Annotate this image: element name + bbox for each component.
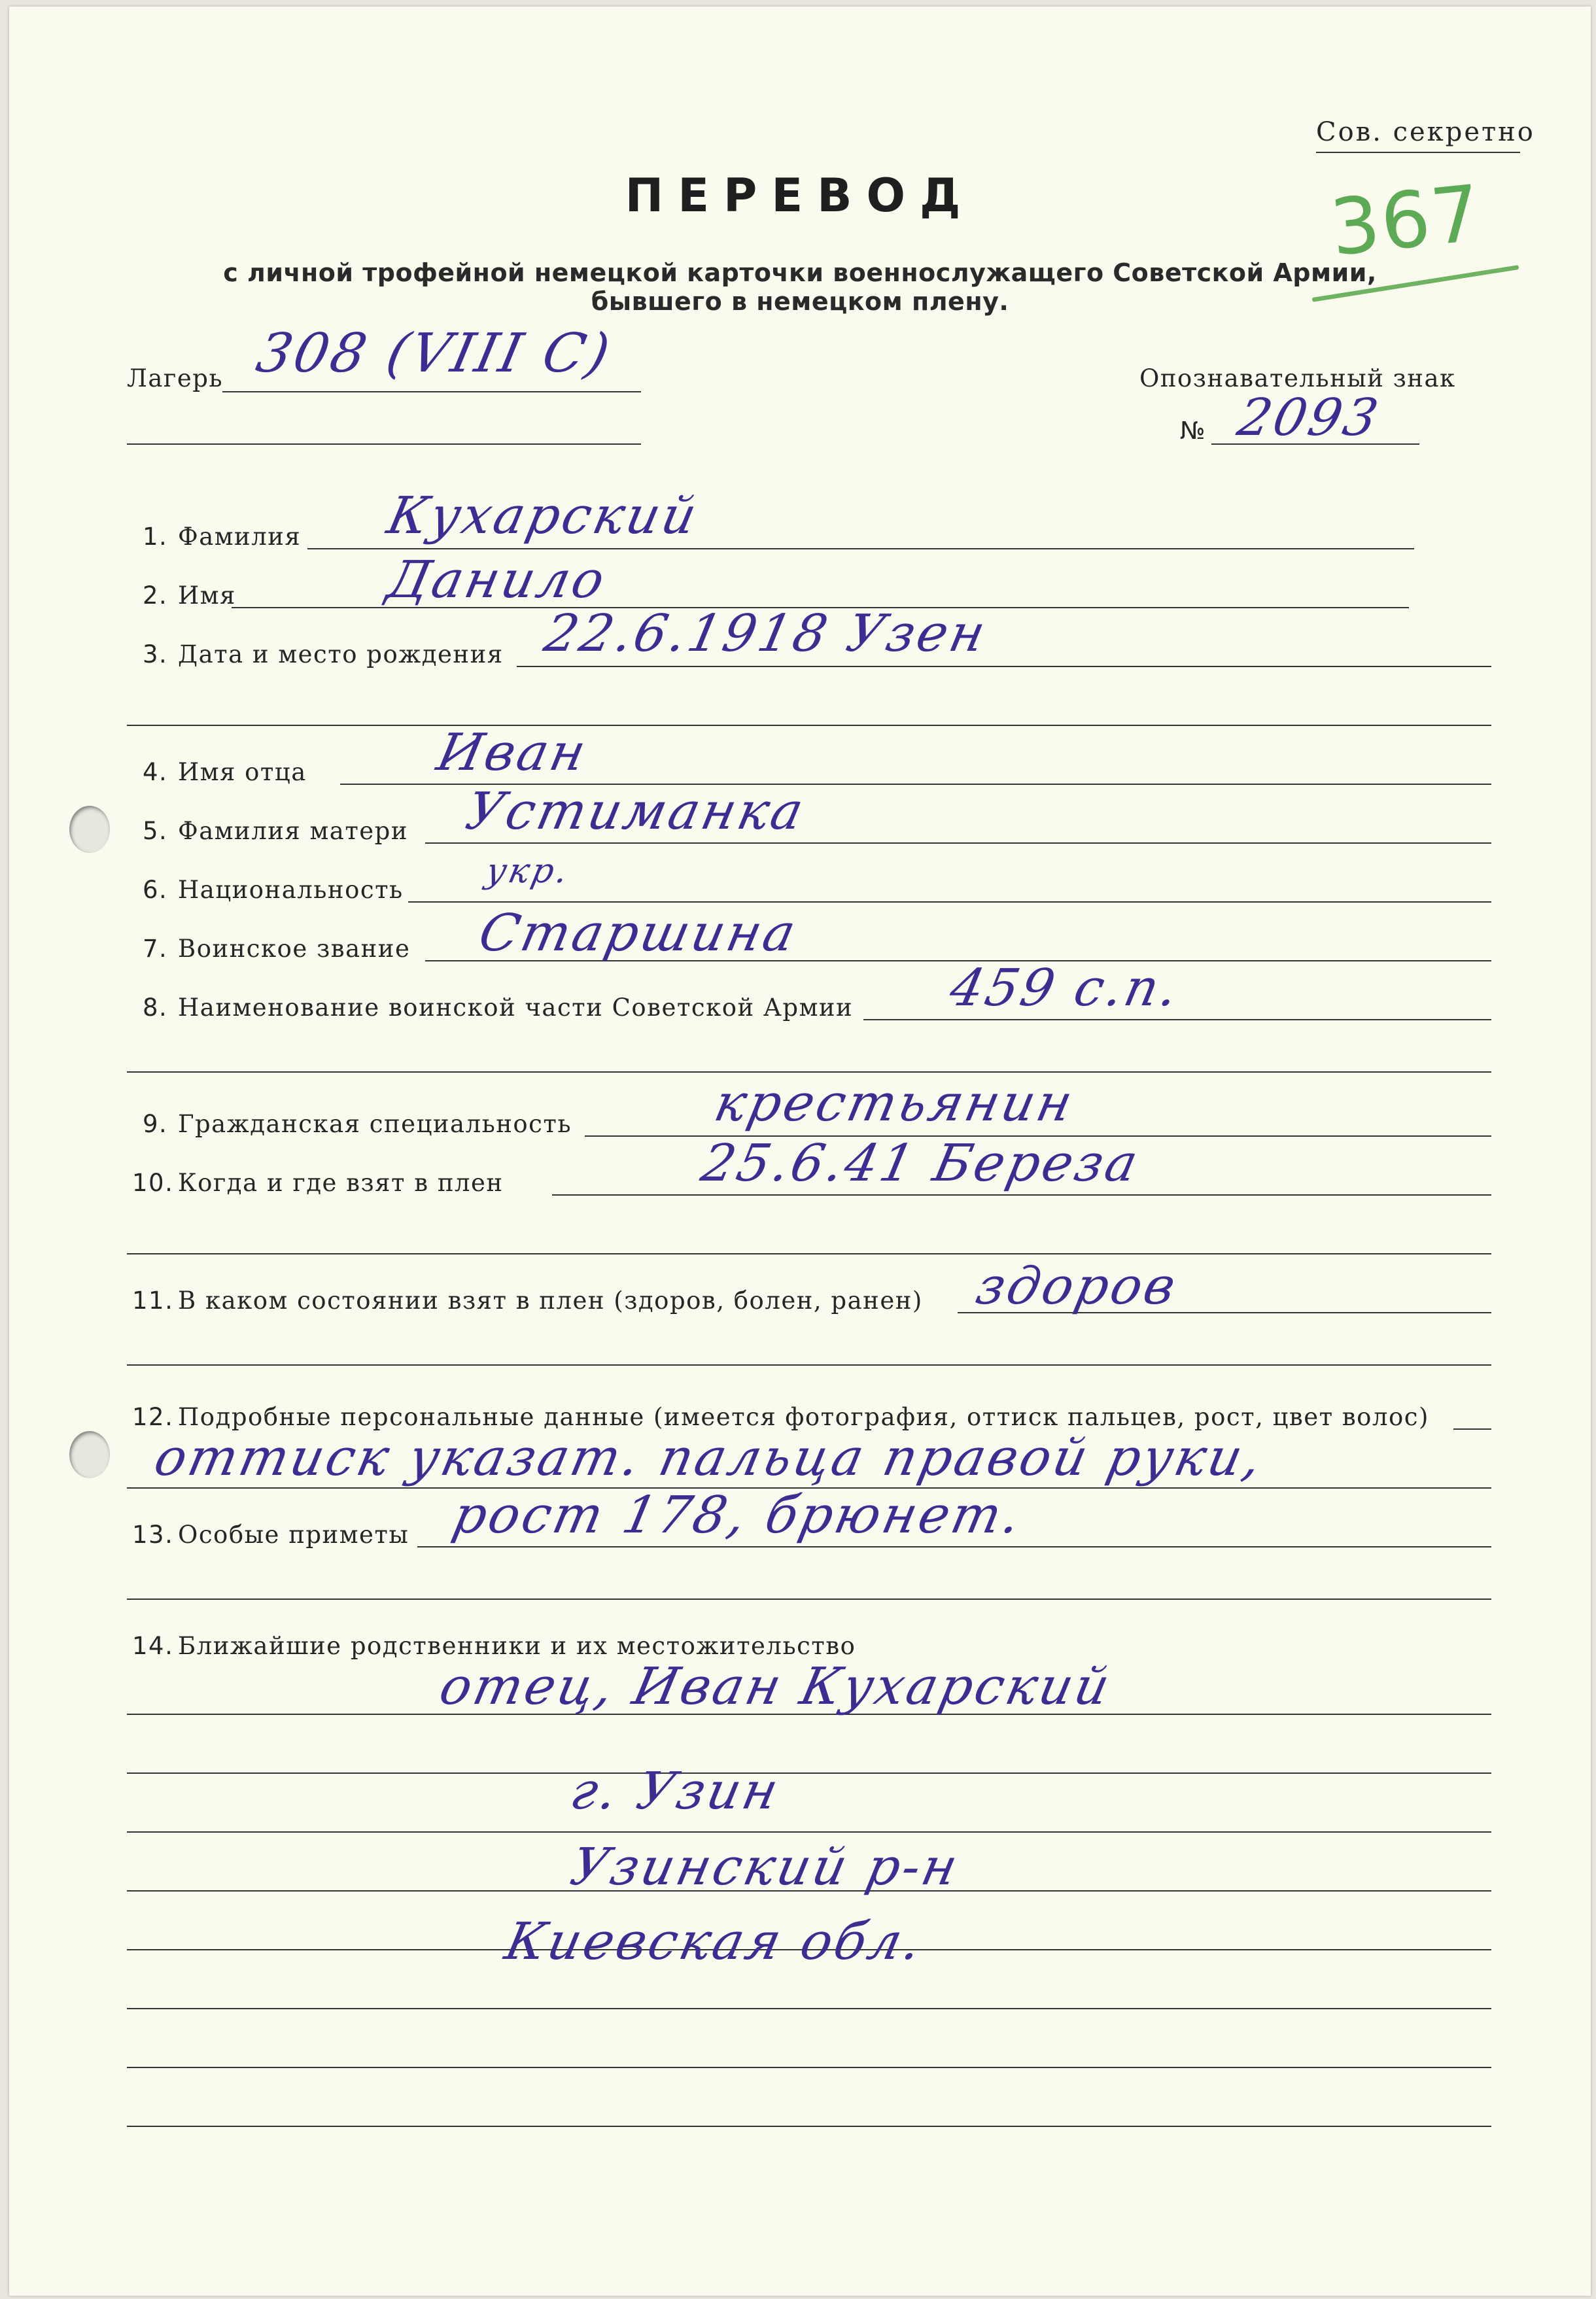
camp-value: 308 (VIII C) — [251, 322, 617, 385]
field-11-line-2 — [127, 1364, 1491, 1366]
field-12-label: Подробные персональные данные (имеется фотография, оттиск пальцев, рост, цвет волос) — [178, 1403, 1429, 1431]
field-4-number: 4. — [143, 758, 168, 786]
field-8-line-2 — [127, 1071, 1491, 1073]
field-6-line — [408, 901, 1491, 903]
field-10-line — [552, 1194, 1491, 1196]
punch-hole-upper — [69, 806, 110, 853]
field-13-number: 13. — [132, 1521, 174, 1549]
field-14-line-7 — [127, 2067, 1491, 2068]
field-8-line — [863, 1019, 1491, 1020]
address-line-1: г. Узин — [565, 1762, 786, 1821]
field-1-line — [307, 548, 1414, 549]
punch-hole-lower — [69, 1431, 110, 1478]
field-7-number: 7. — [143, 935, 168, 963]
field-14-number: 14. — [132, 1632, 174, 1660]
field-8-value: 459 с.п. — [945, 959, 1186, 1018]
field-10-label: Когда и где взят в плен — [178, 1169, 504, 1197]
field-4-label: Имя отца — [178, 758, 307, 786]
field-6-label: Национальность — [178, 876, 404, 904]
field-14-line-6 — [127, 2008, 1491, 2009]
field-11-label: В каком состоянии взят в плен (здоров, болен, ранен) — [178, 1287, 923, 1315]
field-2-value: Данило — [382, 551, 612, 610]
field-1-value: Кухарский — [382, 487, 704, 545]
field-10-value: 25.6.41 Береза — [696, 1134, 1145, 1193]
field-7-label: Воинское звание — [178, 935, 411, 963]
field-1-label: Фамилия — [178, 523, 302, 551]
green-pencil-number: 367 — [1326, 167, 1486, 273]
address-line-2: Узинский р-н — [565, 1838, 965, 1897]
field-14-value: отец, Иван Кухарский — [434, 1657, 1117, 1716]
field-4-value: Иван — [432, 723, 593, 782]
field-9-label: Гражданская специальность — [178, 1110, 572, 1138]
field-13-line — [417, 1546, 1491, 1547]
subtitle-line-1: с личной трофейной немецкой карточки военнослужащего Советской Армии, — [223, 258, 1377, 287]
field-13-value: рост 178, брюнет. — [447, 1486, 1028, 1545]
field-11-value: здоров — [971, 1257, 1183, 1316]
field-14-line-8 — [127, 2126, 1491, 2127]
camp-line — [222, 391, 641, 392]
field-12-value: оттиск указат. пальца правой руки, — [149, 1428, 1270, 1487]
camp-label: Лагерь — [127, 364, 224, 392]
field-5-label: Фамилия матери — [178, 817, 409, 845]
field-9-value: крестьянин — [709, 1074, 1080, 1133]
field-14-line-2 — [127, 1772, 1491, 1774]
field-5-number: 5. — [143, 817, 168, 845]
field-9-number: 9. — [143, 1110, 168, 1138]
field-3-value: 22.6.1918 Узен — [539, 604, 993, 663]
field-13-label: Особые приметы — [178, 1521, 409, 1549]
secret-stamp: Сов. секретно — [1316, 117, 1535, 147]
document-title: ПЕРЕВОД — [625, 169, 975, 222]
field-5-value: Устиманка — [460, 782, 811, 841]
field-5-line — [425, 842, 1491, 844]
address-line-3: Киевская обл. — [500, 1912, 929, 1971]
field-2-label: Имя — [178, 581, 236, 610]
field-13-line-2 — [127, 1599, 1491, 1600]
field-2-number: 2. — [143, 581, 168, 610]
camp-line-2 — [127, 443, 641, 445]
field-12-line — [1453, 1428, 1491, 1430]
field-8-label: Наименование воинской части Советской Армии — [178, 994, 854, 1022]
field-3-number: 3. — [143, 640, 168, 668]
field-6-number: 6. — [143, 876, 168, 904]
field-7-value: Старшина — [474, 904, 803, 963]
field-14-line-3 — [127, 1831, 1491, 1833]
stamp-underline — [1316, 152, 1520, 153]
id-tag-prefix: № — [1180, 417, 1206, 445]
field-11-number: 11. — [132, 1287, 174, 1315]
id-tag-label: Опознавательный знак — [1139, 364, 1456, 392]
field-3-line-2 — [127, 725, 1491, 726]
subtitle-line-2: бывшего в немецком плену. — [591, 287, 1009, 316]
field-8-number: 8. — [143, 994, 168, 1022]
field-10-line-2 — [127, 1253, 1491, 1254]
field-10-number: 10. — [132, 1169, 174, 1197]
id-tag-value: 2093 — [1232, 389, 1386, 447]
field-14-label: Ближайшие родственники и их местожительство — [178, 1632, 856, 1660]
field-12-number: 12. — [132, 1403, 174, 1431]
field-6-value: укр. — [482, 852, 574, 891]
form-sheet — [9, 7, 1591, 2296]
field-1-number: 1. — [143, 523, 168, 551]
field-3-line — [517, 666, 1491, 667]
field-3-label: Дата и место рождения — [178, 640, 504, 668]
